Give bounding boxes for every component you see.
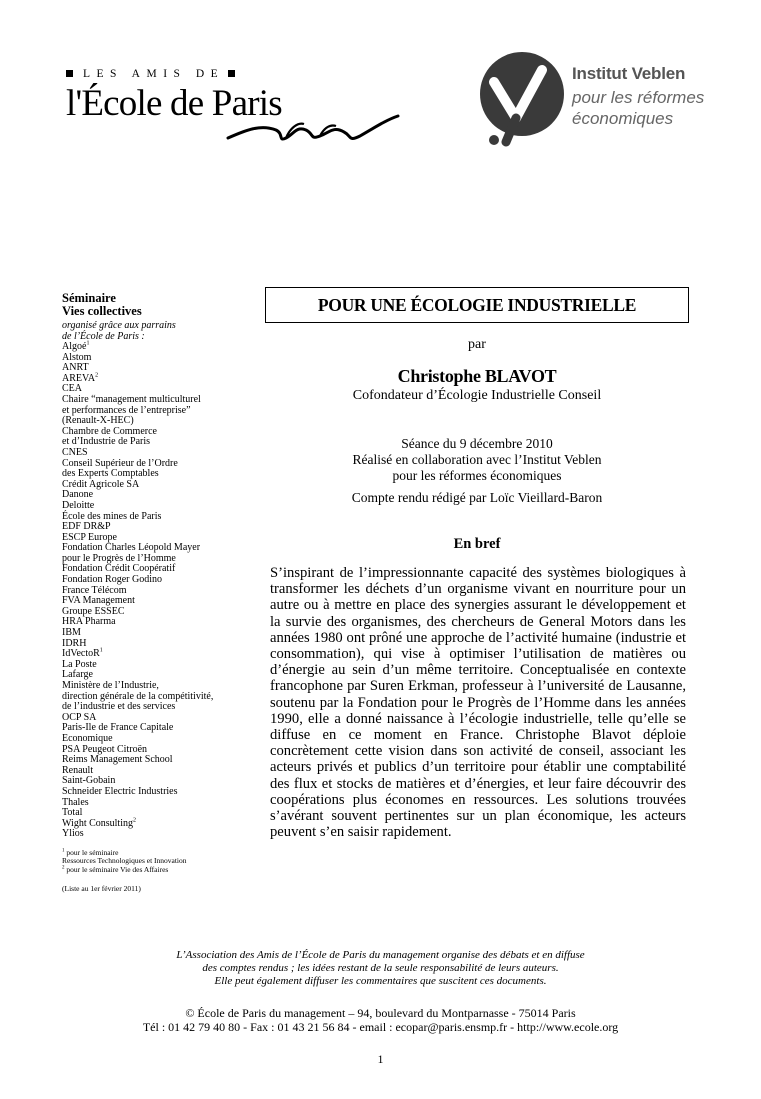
footer-address: [100, 1006, 661, 1034]
sponsor-item: EDF DR&P: [62, 521, 111, 533]
square-bullet-icon: [228, 70, 235, 77]
sponsor-item: Chaire “management multiculturel et performances de l’entreprise” (Renault-X-HEC): [62, 393, 201, 427]
sponsor-item: OCP SA: [62, 711, 97, 723]
sponsor-item: Thales: [62, 796, 89, 808]
page-number: 1: [377, 1052, 384, 1066]
sponsor-item: Lafarge: [62, 669, 93, 681]
logo-brand: Institut Veblen: [572, 64, 686, 83]
collaboration-line: Réalisé en collaboration avec l’Institut Veblen: [352, 452, 602, 467]
session-info: [265, 436, 689, 484]
veblen-v-icon: [476, 52, 568, 152]
sponsor-item: Schneider Electric Industries: [62, 785, 178, 797]
sponsor-item: Fondation Crédit Coopératif: [62, 563, 176, 575]
sponsor-item: AREVA$^2$: [62, 372, 99, 384]
sponsor-item: La Poste: [62, 658, 97, 670]
institut-veblen-logo: [476, 52, 726, 152]
sponsor-item: ESCP Europe: [62, 531, 117, 543]
seminar-name: Vies collectives: [62, 304, 142, 318]
footnote: $^1$ pour le séminaire Ressources Technologiques et Innovation: [62, 847, 187, 866]
page-title: POUR UNE ÉCOLOGIE INDUSTRIELLE: [317, 294, 637, 315]
sponsor-item: École des mines de Paris: [62, 510, 162, 522]
logo-kicker: LES AMIS DE: [66, 68, 235, 80]
footer-note: [120, 949, 641, 988]
logo-tagline: économiques: [572, 109, 674, 128]
footnotes: [62, 849, 252, 874]
sponsor-item: Paris-Ile de France Capitale Economique: [62, 722, 174, 744]
collaboration-line: pour les réformes économiques: [392, 468, 562, 483]
sponsor-item: IdVectoR$^1$: [62, 647, 103, 660]
seminar-label: Séminaire: [62, 291, 116, 305]
sponsor-item: PSA Peugeot Citroën: [62, 743, 148, 755]
sponsor-item: Ylios: [62, 828, 84, 840]
brief-heading: En bref: [453, 536, 501, 552]
author-name: Christophe BLAVOT: [397, 366, 557, 386]
sponsor-sidebar: [62, 292, 252, 893]
sponsor-item: Chambre de Commerce et d’Industrie de Paris: [62, 425, 157, 448]
sponsor-list: [62, 342, 252, 840]
sponsor-item: Danone: [62, 489, 94, 501]
footnote-mark: 2: [133, 817, 136, 824]
footnote-mark: 1: [86, 340, 90, 347]
ecole-de-paris-logo: [66, 68, 346, 148]
by-line: par: [468, 337, 486, 352]
footer-note-line: Elle peut également diffuser les commentaires que suscitent ces documents.: [214, 975, 547, 987]
footnote-mark: 2: [95, 372, 99, 379]
sponsor-item: ANRT: [62, 362, 89, 374]
sponsor-item: IDRH: [62, 637, 87, 649]
sponsor-item: Total: [62, 807, 83, 819]
sponsor-item: HRA Pharma: [62, 616, 116, 628]
session-date: Séance du 9 décembre 2010: [401, 436, 553, 451]
sponsor-item: Fondation Charles Léopold Mayer pour le Progrès de l’Homme: [62, 542, 201, 564]
logo-name: l'École de Paris: [66, 83, 282, 124]
sponsor-item: Alstom: [62, 351, 92, 363]
paris-signature-icon: [226, 108, 401, 148]
sponsor-item: Reims Management School: [62, 754, 173, 766]
sponsor-item: Conseil Supérieur de l’Ordre des Experts Comptables: [62, 457, 178, 480]
sponsor-item: Deloitte: [62, 499, 95, 511]
sponsor-item: FVA Management: [62, 595, 135, 607]
contact-line: Tél : 01 42 79 40 80 - Fax : 01 43 21 56 84 - email : ecopar@paris.ensmp.fr - http://www.ecole.org: [142, 1020, 619, 1034]
sponsor-item: CNES: [62, 446, 88, 458]
sponsor-item: Crédit Agricole SA: [62, 478, 140, 490]
sponsor-item: Algoé$^1$: [62, 340, 90, 352]
sponsor-item: Ministère de l’Industrie, direction générale de la compétitivité, de l’industrie et des services: [62, 680, 214, 713]
footer-note-line: des comptes rendus ; les idées restant de la seule responsabilité de leurs auteurs.: [202, 962, 559, 974]
sponsor-intro: organisé grâce aux parrains de l’École de Paris :: [62, 320, 176, 342]
footnote-mark: 1: [99, 647, 103, 654]
sponsor-item: Groupe ESSEC: [62, 605, 125, 617]
report-credit: Compte rendu rédigé par Loïc Vieillard-Baron: [351, 490, 603, 505]
sponsor-item: Fondation Roger Godino: [62, 574, 162, 586]
footer-note-line: L’Association des Amis de l’École de Paris du management organise des débats et en diffuse: [176, 949, 585, 961]
square-bullet-icon: [66, 70, 73, 77]
sponsor-item: Wight Consulting$^2$: [62, 817, 136, 829]
sponsor-item: Saint-Gobain: [62, 775, 116, 787]
address-line: © École de Paris du management – 94, boulevard du Montparnasse - 75014 Paris: [185, 1006, 576, 1020]
list-date: (Liste au 1er février 2011): [62, 883, 141, 893]
sponsor-item: IBM: [62, 627, 81, 639]
logo-tagline: pour les réformes: [572, 88, 705, 107]
title-box: [265, 287, 689, 323]
brief-paragraph: S’inspirant de l’impressionnante capacité des systèmes biologiques à transformer les déchets d’un organisme vivant en nourriture pour un autre ou à mettre en place des synergies assurant le développement et la survie des organismes, des chercheurs de General Motors dans les années 1980 ont prôné une approche de l’activité humaine (industrie et consommation), qui vise à optimiser l’utilisation de matières ou d’énergie au sein d’un même territoire. Conceptualisée en contexte francophone par Suren Erkman, professeur à l’université de Lausanne, soutenu par la Fondation pour le Progrès de l’Homme dans les années 1990, elle a donné naissance à l’écologie industrielle, telle qu’elle se diffuse en ce moment en France. Christophe Blavot déploie concrètement cette vision dans son activité de conseil, associant les acteurs privés et publics d’un territoire pour établir une comptabilité des flux et stocks de matières et d’énergies, et leur faire découvrir des coopérations plus économes en ressources. Les solutions trouvées s’avérant souvent pertinentes sur un plan économique, les acteurs peuvent s’en saisir rapidement.: [270, 565, 686, 841]
sponsor-item: CEA: [62, 383, 82, 395]
author-affiliation: Cofondateur d’Écologie Industrielle Conseil: [352, 388, 602, 403]
footnote: $^2$ pour le séminaire Vie des Affaires: [62, 864, 169, 874]
sponsor-item: Renault: [62, 764, 94, 776]
sponsor-item: France Télécom: [62, 584, 127, 596]
